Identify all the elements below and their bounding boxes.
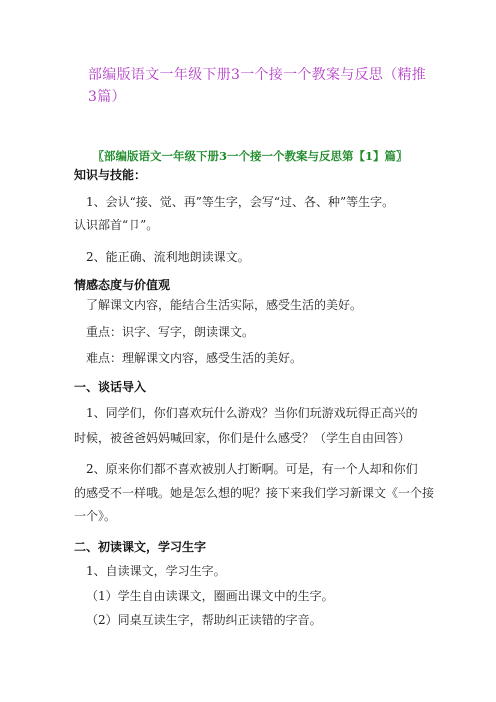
paragraph-line: 1、自读课文，学习生字。 [86,564,226,578]
paragraph-line: 了解课文内容，能结合生活实际，感受生活的美好。 [86,298,363,312]
paragraph-line: 时候，被爸爸妈妈喊回家，你们是什么感受？（学生自由回答） [74,431,411,445]
document-title-line-2: 3篇） [88,89,126,105]
subheading-knowledge-skills: 知识与技能： [74,168,147,182]
paragraph-line: 2、能正确、流利地朗读课文。 [86,250,250,264]
paragraph-line: （1）学生自由读课文，圈画出课文中的生字。 [86,589,334,603]
subheading-first-reading: 二、初读课文，学习生字 [74,540,207,554]
subheading-emotion-values: 情感态度与价值观 [74,278,171,292]
subheading-intro: 一、谈话导入 [74,380,147,394]
document-title [88,64,428,108]
paragraph-line: 难点：理解课文内容，感受生活的美好。 [86,351,303,365]
section-heading: 〖部编版语文一年级下册3一个接一个教案与反思第【1】篇〗 [92,149,408,163]
paragraph-line: （2）同桌互读生字，帮助纠正读错的字音。 [86,613,322,627]
paragraph-line: 1、会认“接、觉、再”等生字，会写“过、各、种”等生字。 [86,195,395,209]
paragraph-line: 2、原来你们都不喜欢被别人打断啊。可是，有一个人却和你们 [86,462,418,476]
paragraph-line: 1、同学们，你们喜欢玩什么游戏？当你们玩游戏玩得正高兴的 [86,406,418,420]
paragraph-line: 的感受不一样哦。她是怎么想的呢？接下来我们学习新课文《一个接 [74,486,435,500]
paragraph-line: 认识部首“卩”。 [74,218,159,232]
paragraph-line: 一个》。 [74,509,117,523]
paragraph-line: 重点：识字、写字，朗读课文。 [86,325,255,339]
document-title-line-1: 部编版语文一年级下册3一个接一个教案与反思（精推 [88,67,427,83]
